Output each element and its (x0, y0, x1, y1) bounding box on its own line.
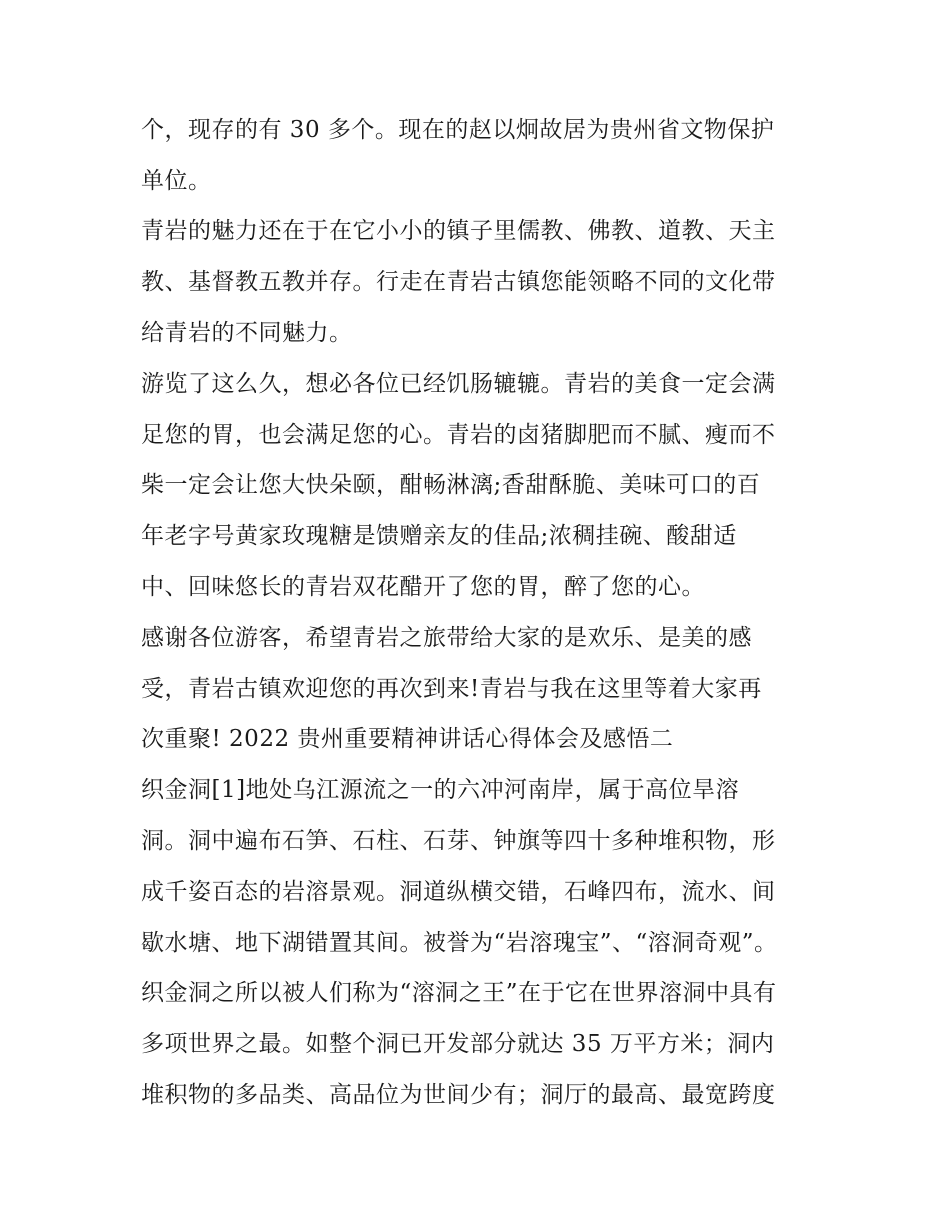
text-line: 堆积物的多品类、高品位为世间少有；洞厅的最高、最宽跨度 (141, 1082, 776, 1108)
text-line: 洞。洞中遍布石笋、石柱、石芽、钟旗等四十多种堆积物，形 (141, 828, 776, 854)
text-line: 次重聚! 2022 贵州重要精神讲话心得体会及感悟二 (141, 726, 674, 752)
text-line: 个，现存的有 30 多个。现在的赵以炯故居为贵州省文物保护 (141, 117, 775, 143)
text-line: 成千姿百态的岩溶景观。洞道纵横交错，石峰四布，流水、间 (141, 879, 776, 905)
text-line: 多项世界之最。如整个洞已开发部分就达 35 万平方米；洞内 (141, 1031, 775, 1057)
text-line: 感谢各位游客，希望青岩之旅带给大家的是欢乐、是美的感 (141, 625, 752, 651)
text-line: 织金洞[1]地处乌江源流之一的六冲河南岸，属于高位旱溶 (141, 777, 740, 803)
text-line: 足您的胃，也会满足您的心。青岩的卤猪脚肥而不腻、瘦而不 (141, 422, 776, 448)
text-line: 给青岩的不同魅力。 (141, 320, 353, 346)
text-line: 织金洞之所以被人们称为“溶洞之王”在于它在世界溶洞中具有 (141, 980, 777, 1006)
text-line: 游览了这么久，想必各位已经饥肠辘辘。青岩的美食一定会满 (141, 371, 776, 397)
text-line: 单位。 (141, 168, 212, 194)
text-line: 歇水塘、地下湖错置其间。被誉为“岩溶瑰宝”、“溶洞奇观”。 (141, 930, 778, 956)
text-line: 教、基督教五教并存。行走在青岩古镇您能领略不同的文化带 (141, 269, 776, 295)
text-line: 中、回味悠长的青岩双花醋开了您的胃，醉了您的心。 (141, 574, 705, 600)
text-line: 柴一定会让您大快朵颐，酣畅淋漓;香甜酥脆、美味可口的百 (141, 472, 761, 498)
text-line: 青岩的魅力还在于在它小小的镇子里儒教、佛教、道教、天主 (141, 218, 776, 244)
text-line: 年老字号黄家玫瑰糖是馈赠亲友的佳品;浓稠挂碗、酸甜适 (141, 523, 737, 549)
text-line: 受，青岩古镇欢迎您的再次到来!青岩与我在这里等着大家再 (141, 676, 762, 702)
